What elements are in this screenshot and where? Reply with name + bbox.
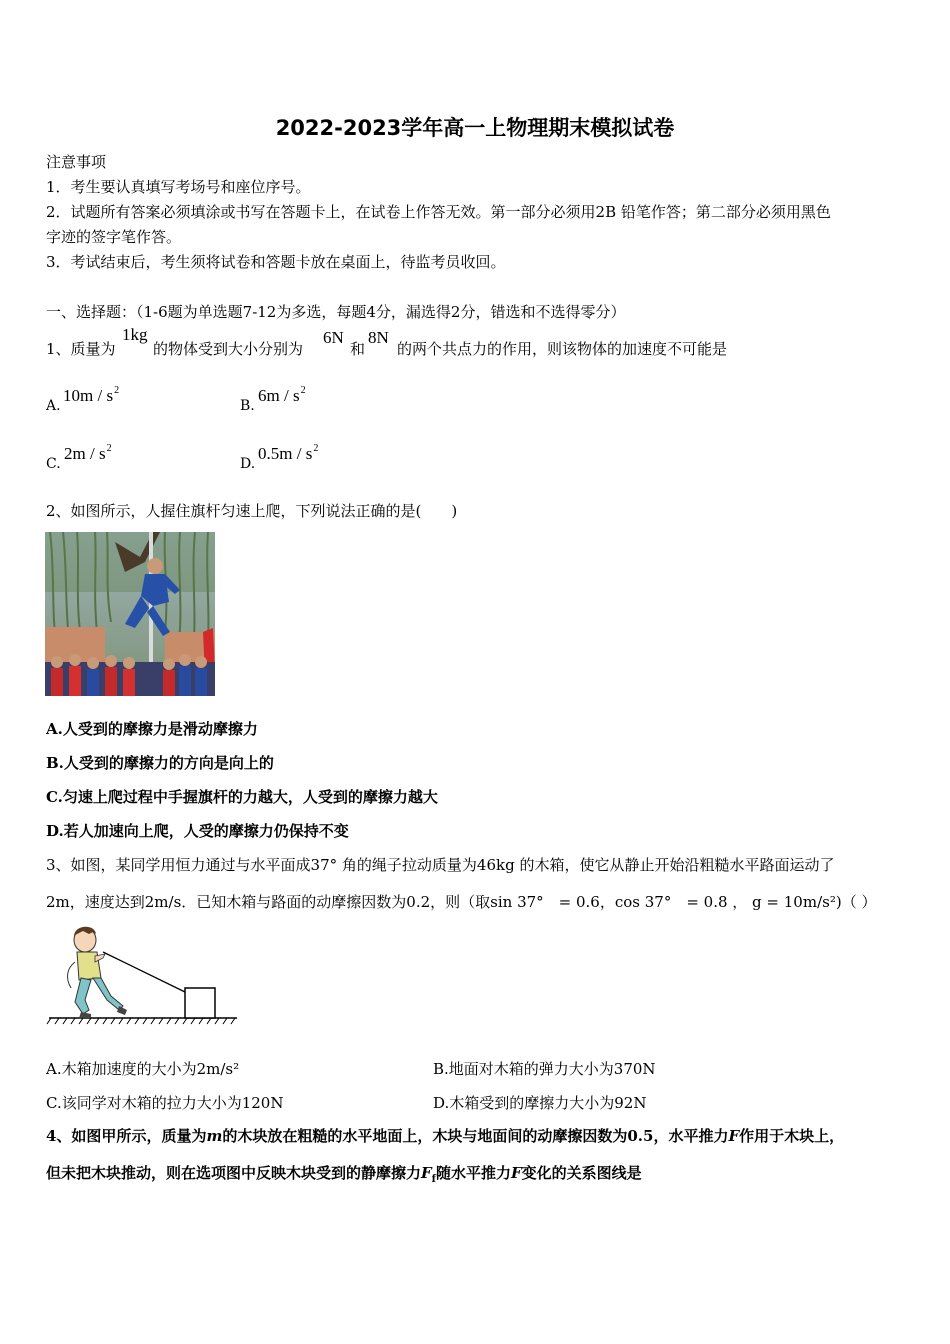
q1-option-d-value: $0.5m / s^2$	[258, 443, 319, 463]
notice-item-1: 1．考生要认真填写考场号和座位序号。	[46, 178, 311, 196]
q3-option-c: C.该同学对木箱的拉力大小为120N	[46, 1094, 284, 1112]
q2-option-a: A.人受到的摩擦力是滑动摩擦力	[46, 720, 258, 738]
q1-option-b-value: $6m / s^2$	[258, 385, 306, 405]
q1-option-c-label: C.	[46, 456, 61, 472]
pulling-box-diagram	[45, 922, 245, 1032]
flagpole-climber-photo	[45, 532, 215, 696]
q1-option-b-label: B.	[240, 398, 255, 414]
section-heading: 一、选择题：（1-6题为单选题7-12为多选，每题4分，漏选得2分，错选和不选得零分）	[46, 303, 626, 321]
q1-stem-2: 的物体受到大小分别为	[153, 340, 304, 358]
q1-stem-1: 1、质量为	[46, 340, 116, 358]
q2-stem: 2、如图所示，人握住旗杆匀速上爬，下列说法正确的是( )	[46, 502, 458, 520]
q3-stem-1: 3、如图，某同学用恒力通过与水平面成37° 角的绳子拉动质量为46kg 的木箱，使它从静止开始沿粗糙水平路面运动了	[46, 856, 835, 874]
q4-stem-line-1: 4、如图甲所示，质量为m的木块放在粗糙的水平地面上，木块与地面间的动摩擦因数为0.5，水平推力F作用于木块上，	[46, 1127, 845, 1145]
q1-force-1: 6N	[323, 328, 344, 347]
q1-force-2: 8N	[368, 328, 389, 347]
q1-option-a-label: A.	[46, 398, 61, 414]
page-title: 2022-2023学年高一上物理期末模拟试卷	[275, 116, 675, 140]
q1-option-c-value: $2m / s^2$	[64, 443, 112, 463]
q4-stem-line-2: 但未把木块推动，则在选项图中反映木块受到的静摩擦力$F_f$随水平推力F变化的关系图线是	[46, 1164, 642, 1185]
notice-heading: 注意事项	[46, 153, 107, 171]
notice-item-2: 2．试题所有答案必须填涂或书写在答题卡上，在试卷上作答无效。第一部分必须用2B 铅笔作答；第二部分必须用黑色	[46, 203, 831, 221]
q1-and: 和	[350, 340, 366, 358]
q2-option-d: D.若人加速向上爬，人受的摩擦力仍保持不变	[46, 822, 349, 840]
q3-option-b: B.地面对木箱的弹力大小为370N	[433, 1060, 656, 1078]
q3-option-a: A.木箱加速度的大小为2m/s²	[46, 1060, 240, 1078]
q2-option-c: C.匀速上爬过程中手握旗杆的力越大，人受到的摩擦力越大	[46, 788, 438, 806]
q2-option-b: B.人受到的摩擦力的方向是向上的	[46, 754, 274, 772]
q1-option-a-value: $10m / s^2$	[63, 385, 120, 405]
q3-option-d: D.木箱受到的摩擦力大小为92N	[433, 1094, 647, 1112]
q1-option-d-label: D.	[240, 456, 256, 472]
q1-mass: 1kg	[122, 325, 148, 344]
notice-item-3: 3．考试结束后，考生须将试卷和答题卡放在桌面上，待监考员收回。	[46, 253, 506, 271]
q3-stem-2: 2m，速度达到2m/s．已知木箱与路面的动摩擦因数为0.2，则（取sin 37° = 0.6，cos 37° = 0.8 ， g = 10m/s²)（ ）	[46, 893, 877, 911]
notice-item-2-cont: 字迹的签字笔作答。	[46, 228, 182, 246]
q1-stem-3: 的两个共点力的作用，则该物体的加速度不可能是	[397, 340, 728, 358]
